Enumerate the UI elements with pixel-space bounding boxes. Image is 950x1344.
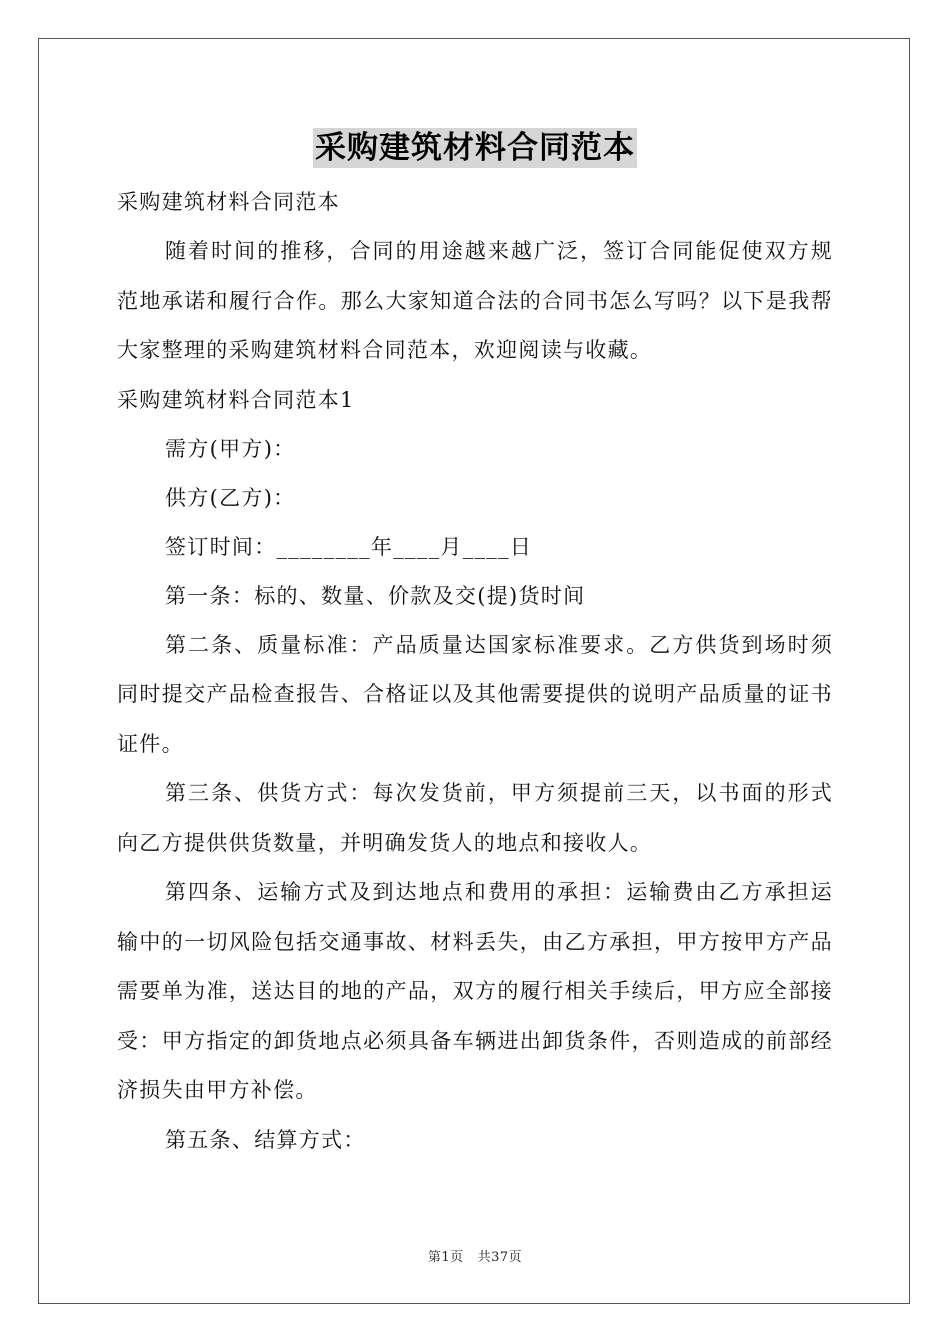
article-4: 第四条、运输方式及到达地点和费用的承担：运输费由乙方承担运输中的一切风险包括交通事故、材料丢失，由乙方承担，甲方按甲方产品需要单为准，送达目的地的产品，双方的履行相关手续后，甲方应全部接受：甲方指定的卸货地点必须具备车辆进出卸货条件，否则造成的前部经济损失由甲方补偿。	[117, 880, 833, 1102]
sign-date-field: 签订时间：________年____月____日	[165, 534, 533, 559]
page-number: 第1页	[427, 1250, 464, 1265]
document-title: 采购建筑材料合同范本	[315, 130, 635, 166]
title-container	[0, 128, 950, 168]
demand-party-field: 需方(甲方)：	[165, 436, 296, 461]
intro-paragraph: 随着时间的推移，合同的用途越来越广泛，签订合同能促使双方规范地承诺和履行合作。那么大家知道合法的合同书怎么写吗？以下是我帮大家整理的采购建筑材料合同范本，欢迎阅读与收藏。	[117, 239, 833, 362]
section-heading: 采购建筑材料合同范本1	[117, 387, 355, 412]
article-3: 第三条、供货方式：每次发货前，甲方须提前三天，以书面的形式向乙方提供供货数量，并明确发货人的地点和接收人。	[117, 781, 833, 855]
article-5: 第五条、结算方式：	[165, 1127, 366, 1152]
document-subtitle: 采购建筑材料合同范本	[117, 190, 340, 214]
article-1: 第一条：标的、数量、价款及交(提)货时间	[165, 583, 586, 608]
supply-party-field: 供方(乙方)：	[165, 485, 296, 510]
article-2: 第二条、质量标准：产品质量达国家标准要求。乙方供货到场时须同时提交产品检查报告、合格证以及其他需要提供的说明产品质量的证书证件。	[117, 632, 833, 756]
page-total: 共37页	[477, 1250, 523, 1265]
document-body	[117, 178, 833, 1165]
page-footer	[0, 1246, 950, 1265]
